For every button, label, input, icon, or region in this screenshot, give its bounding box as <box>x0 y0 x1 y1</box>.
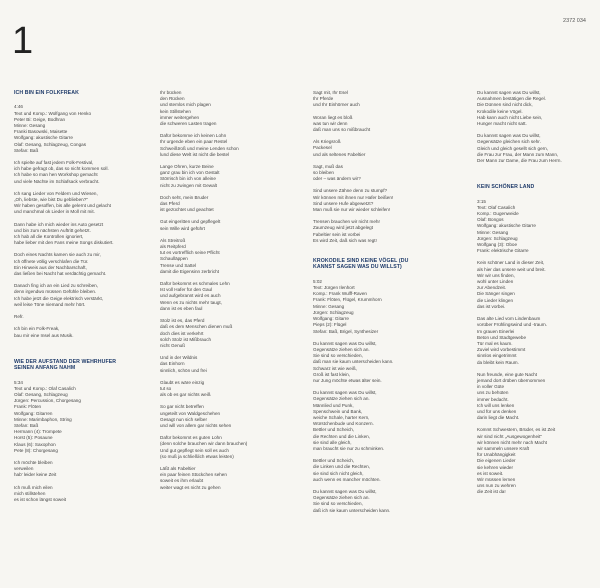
text-line: Pieps (2): Flügel <box>313 322 347 328</box>
text-line: und stemlos mich plagen <box>160 102 211 108</box>
text-line: 5:34 <box>14 379 23 385</box>
text-line: weiter wagt es nicht zu gehen <box>160 484 221 490</box>
text-line: Das alte Lied vom Lindenbaum <box>477 316 541 322</box>
text-line: Text und Komp.: Wolfgang von Henko <box>14 110 92 116</box>
text-line: das ließen bei Nacht hat verdächtig gemacht. <box>14 271 107 277</box>
text-line: so bleiben <box>313 170 334 176</box>
text-line: und als seltenes Fabeltier <box>313 151 366 157</box>
text-line: Dafür bekommt es schmales Lehn <box>160 281 230 287</box>
text-line: Komp.: Frank Wulff-Raven <box>313 291 367 297</box>
text-line: Ich öffnete völlig verschlafen die Tür. <box>14 258 89 264</box>
text-line: das ist vorbei. <box>477 303 506 309</box>
text-line: Glaubt es wäre einzig <box>160 379 205 385</box>
text-line: Als Kriegsroß <box>313 139 341 145</box>
text-line: Es wird Zeit, daß sich was regt! <box>313 237 377 243</box>
text-line: Und in der Wildnis <box>160 355 198 361</box>
text-line: Hunger macht nicht satt. <box>477 121 527 127</box>
verse <box>313 489 417 514</box>
text-line: Stolz ist es, das Pferd <box>160 318 205 324</box>
text-line: Jürgen: Schlagzeug <box>313 309 354 315</box>
verse <box>477 316 587 366</box>
text-line: Minne: Gesang <box>313 303 345 309</box>
text-line: Hab kann auch nicht Liebe sein, <box>477 114 543 120</box>
verse <box>160 133 264 158</box>
text-line: Lange Ohren, kurze Beine <box>160 164 214 170</box>
text-line: mich stillstehen <box>14 490 46 496</box>
text-line: es ist soweit. <box>477 470 504 476</box>
text-line: daß es dem Menschen dienen muß <box>160 324 233 330</box>
text-line: Ich hab all die Kontrollen ignoriert, <box>14 234 84 240</box>
text-line: verweilen <box>14 466 34 472</box>
text-line: Nun freunde, eine gute Nacht <box>477 371 538 377</box>
text-line: wohl unter Linden <box>477 279 514 285</box>
text-line: (so muß ja schließlich etwas leisten) <box>160 453 234 459</box>
text-line: Sie sind so verschieden, <box>313 353 363 359</box>
text-line: wir können nicht mehr nach Macht <box>477 439 547 445</box>
text-line: Die Sänger singen <box>477 291 515 297</box>
text-line: Minne: Gesang <box>14 123 46 129</box>
text-line: nur Jung möchte etwas älter sein. <box>313 377 382 383</box>
text-line: auch wenn es mancher möchten. <box>313 476 381 482</box>
text-line: 4:46 <box>14 104 23 110</box>
verse <box>14 283 118 308</box>
text-line: Männlied und Punk, <box>313 402 354 408</box>
text-line: Zaumzeug wird jetzt abgelegt <box>313 225 374 231</box>
text-line: Schweißtroß und meine Lenden schon <box>160 145 239 151</box>
verse <box>160 466 264 491</box>
text-line: Groß ist fast klein, <box>313 371 351 377</box>
verse <box>313 90 417 109</box>
text-line: die Frau zur Frau, der Mann zum Mann, <box>477 151 559 157</box>
text-line: Fabeltier sein ist vorbei <box>313 231 361 237</box>
song-title: ICH BIN EIN FOLKFREAK <box>14 90 79 96</box>
text-line: Hermann (4): Trompete <box>14 429 62 435</box>
text-line: daß ich sie kaum unterscheiden kann. <box>313 507 391 513</box>
text-line: Läßt als Fabeltier <box>160 465 196 471</box>
verse <box>160 281 264 312</box>
text-line: Frank: Flöten, Flügel, Krummhorn <box>313 297 382 303</box>
text-line: Trensen brauchen wir nicht mehr <box>313 219 380 225</box>
credits <box>313 279 417 335</box>
text-line: Ausnahmen bestätigen die Regel. <box>477 96 546 102</box>
text-line: daß man uns so mißbraucht <box>313 127 371 133</box>
text-line: Tür mal es kaum. <box>477 340 513 346</box>
text-line: die Lieder klingen <box>477 297 514 303</box>
text-line: Gegensätze ziehen sich an. <box>313 396 370 402</box>
text-line: sein Wille wird geführt <box>160 225 205 231</box>
page-number: 1 <box>12 20 34 62</box>
text-line: Gesagt nun sich selber <box>160 416 207 422</box>
text-line: Wir haben gesoffen, bis alle gelernt und gelacht <box>14 203 111 209</box>
text-line: das Pferd <box>160 201 180 207</box>
credits <box>477 199 587 255</box>
text-line: (denn solche brauchen wir dann brauchen) <box>160 441 248 447</box>
text-line: 3:15 <box>477 198 486 204</box>
text-line: Die eigenen Lieder <box>477 458 516 464</box>
text-line: Wolfgang: Gitarren <box>14 410 53 416</box>
text-line: Sind unsere Hufe abgewetzt? <box>313 200 374 206</box>
text-line: Gegensätze ziehen sich an. <box>313 495 370 501</box>
text-line: Text: Jürgen Ilenhort <box>313 285 355 291</box>
text-line: So gar nicht betreffen <box>160 404 204 410</box>
text-line: da bleibt kein Raum. <box>477 359 519 365</box>
verse <box>160 219 264 231</box>
text-line: immer bedacht. <box>477 396 509 402</box>
text-line: sinnlich, schön und frei <box>160 367 207 373</box>
verse <box>160 164 264 189</box>
text-line: Stefan: Baß <box>14 422 39 428</box>
verse <box>313 219 417 244</box>
text-line: Der Mann zur Dame, die Frau zum Herrn. <box>477 158 562 164</box>
text-line: tut so <box>160 385 172 391</box>
column-3 <box>313 90 417 520</box>
verse <box>477 260 587 310</box>
text-line: Dafür bekommt es guten Lohn <box>160 435 222 441</box>
text-line: sie kehren wieder <box>477 464 514 470</box>
text-line: ich habe gefragt ob, das so nicht kommen soll. <box>14 166 109 172</box>
text-line: Ich muß mich eilen <box>14 484 53 490</box>
text-line: und manchmal ok Lieder in Moll mit mit. <box>14 209 95 215</box>
text-line: Peter Bi: Geige, Bodhran <box>14 116 66 122</box>
text-line: darin liegt die Macht. <box>477 415 520 421</box>
verse <box>313 188 417 213</box>
text-line: Dann habe ich mich wieder ins Auto gesetzt <box>14 221 104 227</box>
text-line: Sagt, muß das <box>313 163 343 169</box>
text-line: Die Dünnen sind nicht dick, <box>477 102 533 108</box>
text-line: 5:02 <box>313 278 322 284</box>
text-line: Gegensätze ziehen sich an. <box>313 346 370 352</box>
text-line: bau mir eine Insel aus Musik. <box>14 332 74 338</box>
text-line: „Oh, liebste, wie bist Du geblieben?" <box>14 197 88 203</box>
verse <box>313 164 417 183</box>
text-line: für Unabhängigkeit <box>477 452 516 458</box>
text-line: die Linken und die Rechten, <box>313 464 370 470</box>
text-line: Sie sind so verschieden, <box>313 501 363 507</box>
verse <box>160 318 264 349</box>
text-line: Packesel <box>313 145 332 151</box>
text-line: Man muß sie nur wir wieder schleifen! <box>313 207 391 213</box>
text-line: immer weitergehen <box>160 114 200 120</box>
column-4 <box>477 90 587 502</box>
verse <box>313 115 417 134</box>
text-line: Bettler und Scheich, <box>313 427 355 433</box>
verse <box>14 222 118 247</box>
text-line: Du kannst sagen was Du willst, <box>313 390 377 396</box>
verse <box>313 458 417 483</box>
verse <box>14 460 118 479</box>
text-line: soweit es ihm erlaubt <box>160 478 204 484</box>
text-line: Gut eingeritten und gepflegelt <box>160 219 221 225</box>
text-line: solch Stolz ist Mißbrauch <box>160 336 212 342</box>
text-line: die Rechten und die Linken, <box>313 433 370 439</box>
text-line: als hier das unsere weit und breit. <box>477 266 546 272</box>
text-line: Jürgen: Schlagzeug <box>477 235 518 241</box>
text-line: Störrisch bin ich von alleine <box>160 176 216 182</box>
text-line: Ein Hinweis aus der Nachbarschaft, <box>14 264 87 270</box>
text-line: Klaus (6): Saxophon <box>14 441 56 447</box>
text-line: Gleich und gleich gesellt sich gern, <box>477 145 548 151</box>
text-line: das Einhorn <box>160 361 185 367</box>
verse <box>160 380 264 399</box>
text-line: Ich habe jetzt die Geige elektrisch verstärkt, <box>14 295 104 301</box>
credits <box>14 104 118 154</box>
text-line: Doch eines Nachts kamen sie auch zu mir, <box>14 252 101 258</box>
text-line: Ich habe so man hen Workshop gemacht <box>14 172 98 178</box>
verse <box>14 485 118 504</box>
verse <box>160 404 264 429</box>
text-line: habe lieber mit den Fans meine Songs diskutiert. <box>14 240 114 246</box>
text-line: als Reitpferd <box>160 244 186 250</box>
text-line: Ich spielte auf fast jedem Folk-Festival, <box>14 160 94 166</box>
text-line: denn irgendwo müssen Gefühle bleiben. <box>14 289 97 295</box>
column-2 <box>160 90 264 497</box>
text-line: uns zu behüten <box>477 390 509 396</box>
text-line: und aufgebrannt wird es auch <box>160 293 221 299</box>
text-line: Frank: elektrische Gitarre <box>477 248 529 254</box>
text-line: nicht zu zwingen mit Gewalt <box>160 182 217 188</box>
verse <box>14 252 118 277</box>
text-line: Woran liegt es bloß <box>313 114 353 120</box>
text-line: und Ihr Einhörner auch <box>313 102 360 108</box>
text-line: und bin zum nächsten Auftritt gehetzt. <box>14 227 91 233</box>
text-line: Ihr Pferde <box>313 96 334 102</box>
verse <box>477 372 587 422</box>
verse <box>14 160 118 185</box>
text-line: Olaf: Gesang, Schlagzeug, Congas <box>14 141 87 147</box>
text-line: Danach fing ich an ein Lied zu schreiben, <box>14 283 99 289</box>
text-line: damit die Eigensinn zerbricht <box>160 268 219 274</box>
text-line: hab' leider keine Zeit <box>14 472 57 478</box>
text-line: Im grauen Einerlei <box>477 328 515 334</box>
text-line: Wir wir uns finden, <box>477 272 515 278</box>
text-line: und für uns denken <box>477 408 517 414</box>
text-line: Sagt mit, Ihr Esel <box>313 90 348 95</box>
text-line: daß man sie kaum unterscheiden kann. <box>313 359 394 365</box>
text-line: Ich sang Lieder von Feldern und Wiesen, <box>14 190 98 196</box>
text-line: Dafür bekomme ich keinen Lohn <box>160 133 227 139</box>
text-line: Minne: Gesang <box>477 229 509 235</box>
text-line: Olaf: Bongos <box>477 217 504 223</box>
text-line: Ich möchte bleiben <box>14 459 53 465</box>
verse <box>477 90 587 127</box>
text-line: sie sind sich nicht gleich, <box>313 470 364 476</box>
refrain-label: Refr. <box>14 314 24 320</box>
text-line: kein Stillstehen <box>160 108 191 114</box>
text-line: tut es vortrefflich seine Pflicht <box>160 250 220 256</box>
text-line: Du kannst sagen was Du willst, <box>477 133 541 139</box>
text-line: Text: Olaf Casalich <box>477 204 516 210</box>
text-line: ganz grau bin ich von Gestalt <box>160 170 220 176</box>
text-line: Franki Basowski, Maisette <box>14 129 68 135</box>
text-line: Stefan: Baß, Brigel, Synthesizer <box>313 328 379 334</box>
text-line: Sind unsere Zähne denn zu stumpf? <box>313 188 388 194</box>
text-line: Ich bin ein Folk-Freak, <box>14 326 60 332</box>
text-line: Gegensätze gleichen sich sehr. <box>477 139 541 145</box>
text-line: zur Abendzeit. <box>477 285 507 291</box>
text-line: lund diese Welt ist nicht die bestel <box>160 151 230 157</box>
text-line: Pete (8): Chorgesang <box>14 447 58 453</box>
text-line: uns nun zu wehren <box>477 483 516 489</box>
song-title: WIE DER AUFSTAND DER WEHRHUFER SEINEN ANFANG NAHM <box>14 358 117 372</box>
text-line: Kein schöner Land in dieser Zeit, <box>477 260 545 266</box>
text-line: Kommt Schwestern, Brüder, es ist Zeit <box>477 427 556 433</box>
text-line: und will von allem gar nichts sehen <box>160 422 232 428</box>
text-line: Horst (5): Posaune <box>14 435 53 441</box>
text-line: sinnlos eingetrimmt <box>477 353 517 359</box>
text-line: Wolfgang (3): Oboe <box>477 242 518 248</box>
text-line: wir sammeln unsere Kraft <box>477 445 530 451</box>
text-line: Wir müssen lernen <box>477 476 516 482</box>
text-line: als ob es gar nichts weiß <box>160 392 211 398</box>
text-line: oder – was ändern wir? <box>313 176 361 182</box>
text-line: Zuviel wird vorbestimmt <box>477 347 526 353</box>
text-line: weiche Schale, harter Kern, <box>313 414 370 420</box>
text-line: weil leise Töne niemand mehr hört. <box>14 301 86 307</box>
text-line: Trense und Sattel <box>160 262 197 268</box>
text-line: Schaulläppen <box>160 256 188 262</box>
text-line: Frank: Flöten <box>14 404 42 410</box>
column-1 <box>14 90 118 509</box>
credits <box>14 380 118 454</box>
text-line: Du kannst sagen was Du willst, <box>313 488 377 494</box>
text-line: Bettler und Scheich, <box>313 458 355 464</box>
text-line: Stefan: Baß <box>14 147 39 153</box>
text-line: Und gut gepflegt sein soll es auch <box>160 447 229 453</box>
text-line: ein paar feinen Stückchen sehen <box>160 472 227 478</box>
text-line: Jürgen: Percussion, Chorgesang <box>14 398 81 404</box>
song-title: KEIN SCHÖNER LAND <box>477 184 535 191</box>
text-line: Wolfgang: akustische Gitarre <box>477 223 536 229</box>
text-line: Ich will uns lenken <box>477 402 515 408</box>
text-line: ungeteilt von Waldgeschehen <box>160 410 221 416</box>
text-line: Komp.: Gugenweide <box>477 211 519 217</box>
text-line: Du kannst sagen was Du willst, <box>313 340 377 346</box>
text-line: Du kannst sagen was Du willst, <box>477 90 541 95</box>
text-line: jemand dort drüben übernommen <box>477 377 546 383</box>
text-line: Text und Komp.: Olaf Casalich <box>14 385 76 391</box>
verse <box>313 341 417 384</box>
verse <box>160 435 264 460</box>
verse <box>160 238 264 275</box>
text-line: Olaf: Gesang, Schlagzeug <box>14 391 68 397</box>
text-line: es ist schon längst soweit <box>14 496 67 502</box>
text-line: Wolfgang: akustische Gitarre <box>14 135 73 141</box>
text-line: Spenschwein und Bank, <box>313 408 363 414</box>
text-line: Ist voll Hafer für den Gaul <box>160 287 213 293</box>
verse <box>313 390 417 452</box>
refrain <box>14 326 118 338</box>
text-line: dann ist es eben faul <box>160 305 203 311</box>
text-line: Wir können mit ihnen nur Hafer beißen! <box>313 194 394 200</box>
text-line: nicht Genuß <box>160 342 186 348</box>
text-line: doch dies ist verkehrt <box>160 330 204 336</box>
text-line: man braucht sie nur zu schminken. <box>313 445 385 451</box>
text-line: Als Streitroß <box>160 237 186 243</box>
text-line: Würstchenbude und Konzern. <box>313 421 374 427</box>
verse <box>160 355 264 374</box>
text-line: Krokodile keine Vögel. <box>477 108 523 114</box>
text-line: die Zeit ist da! <box>477 489 506 495</box>
text-line: ist gezüchtet und geachtet <box>160 207 214 213</box>
text-line: Wenn es zu nichts mehr taugt, <box>160 299 222 305</box>
text-line: in voller Güte <box>477 384 505 390</box>
verse <box>477 427 587 495</box>
text-line: was tun wir denn <box>313 120 348 126</box>
text-line: wir sind nicht „Ausgewogenheit" <box>477 433 542 439</box>
text-line: und viele Nächte im Schlafsack verbracht. <box>14 178 100 184</box>
text-line: Ihr bücken <box>160 90 182 95</box>
verse <box>14 191 118 216</box>
text-line: die schweren Lasten tragen <box>160 121 217 127</box>
text-line: Schwarz ist wie weiß, <box>313 365 357 371</box>
text-line: sie sind alle gleich, <box>313 439 352 445</box>
text-line: Wolfgang: Gitarre <box>313 316 349 322</box>
text-line: Minne: Marimbaphon, String <box>14 416 72 422</box>
text-line: den Rücken <box>160 96 185 102</box>
verse <box>313 139 417 158</box>
catalog-number: 2372 034 <box>563 18 586 24</box>
text-line: vorüber Frühlingswind und -traum. <box>477 322 547 328</box>
song-title: KROKODILE SIND KEINE VÖGEL (DU KANNST SAGEN WAS DU WILLST) <box>313 258 409 271</box>
text-line: Ihr urgende eben ein paar Restel <box>160 139 228 145</box>
text-line: Doch seht, mein Bruder <box>160 194 209 200</box>
verse <box>477 133 587 164</box>
verse <box>160 90 264 127</box>
verse <box>160 195 264 214</box>
text-line: Beton und Stadtgewebe <box>477 334 527 340</box>
